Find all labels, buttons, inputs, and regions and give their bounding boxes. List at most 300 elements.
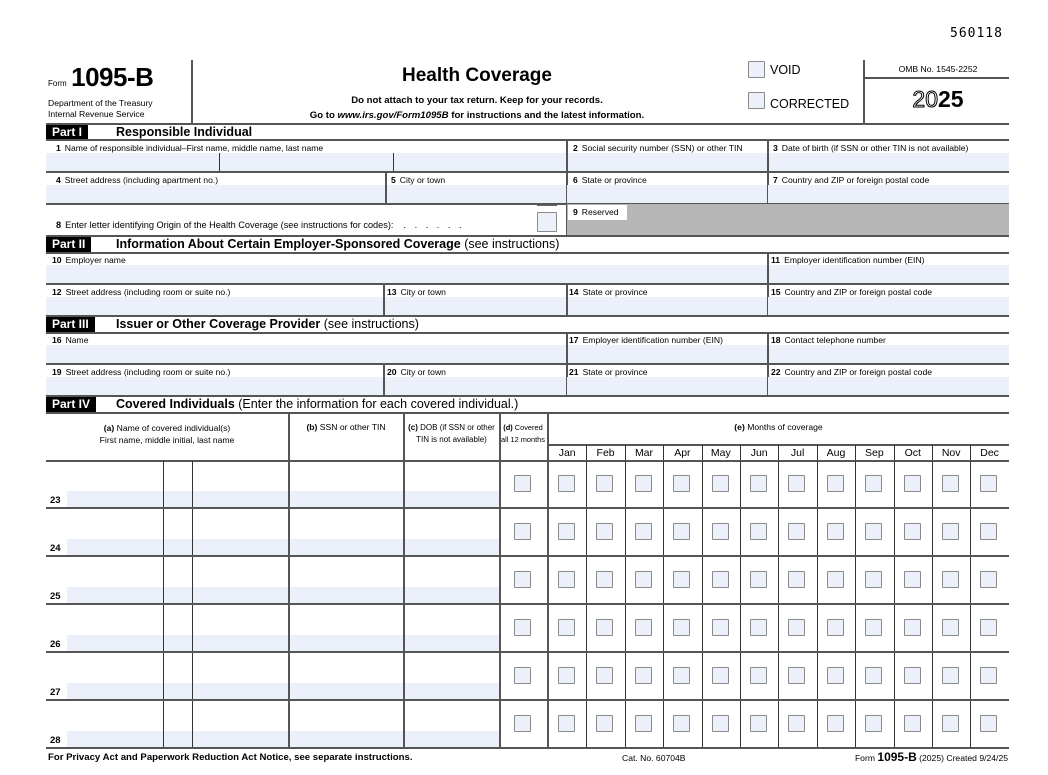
- month-col-divider: [817, 557, 818, 605]
- month-col-divider: [740, 653, 741, 701]
- month-checkbox-may[interactable]: [712, 619, 729, 636]
- month-header-sep: Sep: [865, 447, 884, 459]
- form-number: 1095-B: [71, 62, 154, 92]
- month-checkbox-mar[interactable]: [635, 619, 652, 636]
- month-checkbox-nov[interactable]: [942, 619, 959, 636]
- month-col-divider: [932, 461, 933, 509]
- middle-initial-input[interactable]: [164, 539, 192, 555]
- month-col-divider: [817, 509, 818, 557]
- ssn-input[interactable]: [289, 683, 403, 699]
- form-title: Health Coverage: [402, 65, 552, 86]
- row-col-divider: [288, 605, 290, 653]
- month-checkbox-jan[interactable]: [558, 571, 575, 588]
- field-8-tick: [537, 205, 557, 206]
- field-17-input[interactable]: [567, 345, 767, 364]
- month-col-divider: [625, 701, 626, 749]
- form-word: Form: [48, 79, 67, 88]
- col-c-header: (c) DOB (if SSN or other TIN is not available): [408, 423, 495, 444]
- month-checkbox-aug[interactable]: [827, 667, 844, 684]
- field-9-reserved-area: [567, 204, 1009, 236]
- last-name-input[interactable]: [193, 683, 288, 699]
- col-b-header: (b) SSN or other TIN: [306, 422, 386, 432]
- row-col-divider: [192, 557, 193, 605]
- row-number: 27: [50, 687, 61, 698]
- month-checkbox-mar[interactable]: [635, 571, 652, 588]
- part4-rule: [46, 412, 1009, 414]
- month-checkbox-dec[interactable]: [980, 667, 997, 684]
- month-checkbox-oct[interactable]: [904, 475, 921, 492]
- month-col-divider: [894, 461, 895, 509]
- field-3-input[interactable]: [768, 153, 1009, 172]
- month-checkbox-feb[interactable]: [596, 667, 613, 684]
- month-checkbox-oct[interactable]: [904, 571, 921, 588]
- month-checkbox-oct[interactable]: [904, 523, 921, 540]
- field-5-label: 5 City or town: [391, 175, 446, 185]
- month-checkbox-aug[interactable]: [827, 523, 844, 540]
- month-col-divider: [586, 445, 587, 461]
- month-col-divider: [740, 445, 741, 461]
- month-checkbox-dec[interactable]: [980, 619, 997, 636]
- month-checkbox-sep[interactable]: [865, 715, 882, 732]
- first-name-input[interactable]: [67, 683, 163, 699]
- month-checkbox-jan[interactable]: [558, 475, 575, 492]
- month-col-divider: [625, 653, 626, 701]
- part2-tag: Part II: [46, 237, 91, 252]
- row-bottom-rule: [46, 747, 1009, 749]
- month-col-divider: [932, 445, 933, 461]
- row-col-divider: [192, 701, 193, 749]
- field-1-input[interactable]: [46, 153, 566, 172]
- first-name-input[interactable]: [67, 635, 163, 651]
- row-bottom-rule: [46, 507, 1009, 509]
- month-col-divider: [625, 445, 626, 461]
- month-checkbox-jan[interactable]: [558, 667, 575, 684]
- month-checkbox-may[interactable]: [712, 715, 729, 732]
- month-checkbox-nov[interactable]: [942, 571, 959, 588]
- month-checkbox-jun[interactable]: [750, 619, 767, 636]
- field-20-input[interactable]: [385, 377, 566, 396]
- month-checkbox-jun[interactable]: [750, 523, 767, 540]
- first-name-input[interactable]: [67, 731, 163, 747]
- month-col-divider: [970, 509, 971, 557]
- month-checkbox-sep[interactable]: [865, 523, 882, 540]
- covered-all-12-months-checkbox[interactable]: [514, 619, 531, 636]
- dob-input[interactable]: [404, 731, 499, 747]
- month-col-divider: [894, 701, 895, 749]
- month-col-divider: [702, 445, 703, 461]
- month-col-divider: [855, 509, 856, 557]
- field-21-input[interactable]: [567, 377, 767, 396]
- month-col-divider: [855, 653, 856, 701]
- month-checkbox-may[interactable]: [712, 667, 729, 684]
- month-col-divider: [625, 557, 626, 605]
- field-12-input[interactable]: [46, 297, 383, 316]
- row-col-divider: [547, 605, 549, 653]
- month-header-dec: Dec: [980, 447, 999, 459]
- month-header-aug: Aug: [826, 447, 846, 459]
- month-checkbox-jun[interactable]: [750, 667, 767, 684]
- omb-divider: [864, 77, 1009, 79]
- irs-url-link[interactable]: www.irs.gov/Form1095B: [337, 110, 449, 121]
- month-checkbox-aug[interactable]: [827, 475, 844, 492]
- row-col-divider: [403, 461, 405, 509]
- last-name-input[interactable]: [193, 587, 288, 603]
- month-checkbox-sep[interactable]: [865, 571, 882, 588]
- first-name-input[interactable]: [67, 587, 163, 603]
- field-11-input[interactable]: [768, 265, 1009, 284]
- month-header-jul: Jul: [790, 447, 805, 459]
- month-col-divider: [625, 461, 626, 509]
- month-col-divider: [970, 461, 971, 509]
- row-col-divider: [403, 605, 405, 653]
- form-code: 560118: [950, 26, 1003, 41]
- field-8-input[interactable]: [537, 212, 557, 232]
- month-col-divider: [970, 557, 971, 605]
- part1-title-text: Responsible Individual: [116, 125, 253, 139]
- row-bottom-rule: [46, 651, 1009, 653]
- month-col-divider: [932, 653, 933, 701]
- month-col-divider: [894, 445, 895, 461]
- row-col-divider: [288, 701, 290, 749]
- month-checkbox-nov[interactable]: [942, 475, 959, 492]
- header-divider-right: [863, 60, 865, 124]
- month-header-mar: Mar: [634, 447, 654, 459]
- row-col-divider: [192, 653, 193, 701]
- row-col-divider: [288, 461, 290, 509]
- month-checkbox-sep[interactable]: [865, 667, 882, 684]
- month-checkbox-sep[interactable]: [865, 475, 882, 492]
- middle-initial-input[interactable]: [164, 587, 192, 603]
- first-name-input[interactable]: [67, 539, 163, 555]
- month-col-divider: [663, 653, 664, 701]
- row-col-divider: [403, 557, 405, 605]
- month-checkbox-jan[interactable]: [558, 619, 575, 636]
- month-checkbox-feb[interactable]: [596, 475, 613, 492]
- month-col-divider: [778, 701, 779, 749]
- row-rule-4: [46, 283, 1009, 285]
- omb-number: OMB No. 1545-2252: [898, 64, 978, 74]
- field-5-input[interactable]: [387, 185, 566, 204]
- field-16-label: 16 Name: [52, 335, 89, 345]
- void-label: VOID: [770, 63, 801, 77]
- month-checkbox-aug[interactable]: [827, 715, 844, 732]
- month-checkbox-oct[interactable]: [904, 667, 921, 684]
- tax-year-bold: 25: [938, 86, 964, 112]
- row-number: 24: [50, 543, 61, 554]
- month-col-divider: [740, 509, 741, 557]
- field-2-input[interactable]: [567, 153, 767, 172]
- part3-rule: [46, 332, 1009, 334]
- month-checkbox-apr[interactable]: [673, 571, 690, 588]
- row-col-divider: [499, 605, 501, 653]
- field-18-input[interactable]: [768, 345, 1009, 364]
- col-e-header: (e) Months of coverage: [734, 422, 823, 432]
- row-col-divider: [403, 509, 405, 557]
- row-col-divider: [547, 701, 549, 749]
- month-col-divider: [663, 701, 664, 749]
- row-col-divider: [547, 461, 549, 509]
- month-checkbox-mar[interactable]: [635, 667, 652, 684]
- month-checkbox-jun[interactable]: [750, 571, 767, 588]
- month-col-divider: [970, 653, 971, 701]
- ssn-input[interactable]: [289, 587, 403, 603]
- month-header-feb: Feb: [596, 447, 615, 459]
- field-6-label: 6 State or province: [573, 175, 647, 185]
- row-number: 23: [50, 495, 61, 506]
- part4-tag: Part IV: [46, 397, 96, 412]
- col-a-header: (a) Name of covered individual(s) First name, middle initial, last name: [99, 423, 235, 445]
- footer-form-id: Form 1095-B (2025) Created 9/24/25: [854, 750, 1008, 764]
- month-col-divider: [894, 509, 895, 557]
- col-divider-20: [383, 364, 385, 396]
- field-19-input[interactable]: [46, 377, 383, 396]
- month-col-divider: [855, 605, 856, 653]
- month-header-apr: Apr: [674, 447, 691, 459]
- month-col-divider: [932, 557, 933, 605]
- field-4-input[interactable]: [46, 185, 385, 204]
- row-rule-6: [46, 363, 1009, 365]
- subtitle-prefix: Go to: [309, 110, 338, 121]
- row-col-divider: [288, 653, 290, 701]
- header-col-divider: [288, 413, 290, 461]
- row-col-divider: [163, 653, 164, 701]
- middle-initial-input[interactable]: [164, 731, 192, 747]
- month-checkbox-dec[interactable]: [980, 475, 997, 492]
- form-label: [48, 62, 153, 93]
- month-checkbox-jun[interactable]: [750, 475, 767, 492]
- field-11-label: 11 Employer identification number (EIN): [771, 255, 925, 265]
- month-col-divider: [817, 701, 818, 749]
- col-divider-13: [383, 284, 385, 316]
- month-checkbox-jul[interactable]: [788, 667, 805, 684]
- void-checkbox[interactable]: [748, 61, 765, 78]
- month-checkbox-jun[interactable]: [750, 715, 767, 732]
- field-7-input[interactable]: [768, 185, 1009, 204]
- month-checkbox-apr[interactable]: [673, 523, 690, 540]
- field-22-input[interactable]: [768, 377, 1009, 396]
- month-checkbox-jan[interactable]: [558, 523, 575, 540]
- field-19-label: 19 Street address (including room or suite no.): [52, 367, 231, 377]
- month-checkbox-feb[interactable]: [596, 715, 613, 732]
- last-name-input[interactable]: [193, 539, 288, 555]
- month-checkbox-dec[interactable]: [980, 571, 997, 588]
- month-checkbox-nov[interactable]: [942, 667, 959, 684]
- month-checkbox-mar[interactable]: [635, 475, 652, 492]
- row-col-divider: [192, 509, 193, 557]
- field-1-divider-b: [393, 153, 394, 172]
- month-checkbox-sep[interactable]: [865, 619, 882, 636]
- row-bottom-rule: [46, 555, 1009, 557]
- month-col-divider: [702, 653, 703, 701]
- month-checkbox-oct[interactable]: [904, 619, 921, 636]
- month-col-divider: [778, 445, 779, 461]
- part1-tag: Part I: [46, 125, 88, 140]
- month-checkbox-jul[interactable]: [788, 619, 805, 636]
- row-col-divider: [499, 557, 501, 605]
- corrected-checkbox[interactable]: [748, 92, 765, 109]
- month-col-divider: [663, 445, 664, 461]
- covered-all-12-months-checkbox[interactable]: [514, 523, 531, 540]
- field-18-label: 18 Contact telephone number: [771, 335, 886, 345]
- month-col-divider: [855, 701, 856, 749]
- month-checkbox-jul[interactable]: [788, 523, 805, 540]
- month-checkbox-jul[interactable]: [788, 475, 805, 492]
- field-14-input[interactable]: [567, 297, 767, 316]
- month-checkbox-aug[interactable]: [827, 571, 844, 588]
- month-checkbox-feb[interactable]: [596, 619, 613, 636]
- month-checkbox-may[interactable]: [712, 523, 729, 540]
- row-col-divider: [403, 701, 405, 749]
- header-col-divider: [499, 413, 501, 461]
- row-col-divider: [163, 605, 164, 653]
- department-line-1: Department of the Treasury: [48, 98, 153, 108]
- month-checkbox-jul[interactable]: [788, 715, 805, 732]
- month-checkbox-jul[interactable]: [788, 571, 805, 588]
- col-d-header: (d) Covered all 12 months: [501, 423, 545, 444]
- month-checkbox-aug[interactable]: [827, 619, 844, 636]
- month-col-divider: [625, 605, 626, 653]
- month-col-divider: [586, 509, 587, 557]
- month-col-divider: [817, 461, 818, 509]
- row-col-divider: [192, 605, 193, 653]
- month-col-divider: [894, 605, 895, 653]
- field-2-label: 2 Social security number (SSN) or other TIN: [573, 143, 743, 153]
- row-col-divider: [288, 509, 290, 557]
- last-name-input[interactable]: [193, 491, 288, 507]
- ssn-input[interactable]: [289, 731, 403, 747]
- month-checkbox-dec[interactable]: [980, 715, 997, 732]
- ssn-input[interactable]: [289, 539, 403, 555]
- field-10-input[interactable]: [46, 265, 767, 284]
- header-divider-left: [191, 60, 193, 124]
- part3-tag: Part III: [46, 317, 95, 332]
- month-checkbox-apr[interactable]: [673, 667, 690, 684]
- month-col-divider: [702, 605, 703, 653]
- month-col-divider: [702, 701, 703, 749]
- month-col-divider: [586, 605, 587, 653]
- covered-all-12-months-checkbox[interactable]: [514, 475, 531, 492]
- last-name-input[interactable]: [193, 635, 288, 651]
- row-col-divider: [163, 461, 164, 509]
- row-col-divider: [163, 509, 164, 557]
- month-checkbox-apr[interactable]: [673, 475, 690, 492]
- month-col-divider: [894, 653, 895, 701]
- row-col-divider: [547, 557, 549, 605]
- covered-all-12-months-checkbox[interactable]: [514, 667, 531, 684]
- month-header-oct: Oct: [904, 447, 921, 459]
- month-checkbox-mar[interactable]: [635, 715, 652, 732]
- dob-input[interactable]: [404, 539, 499, 555]
- row-col-divider: [547, 509, 549, 557]
- month-header-nov: Nov: [941, 447, 961, 459]
- row-col-divider: [499, 653, 501, 701]
- month-col-divider: [778, 653, 779, 701]
- month-checkbox-dec[interactable]: [980, 523, 997, 540]
- month-checkbox-feb[interactable]: [596, 523, 613, 540]
- month-col-divider: [970, 701, 971, 749]
- month-col-divider: [970, 445, 971, 461]
- month-col-divider: [740, 701, 741, 749]
- month-header-jun: Jun: [750, 447, 768, 459]
- field-14-label: 14 State or province: [569, 287, 648, 297]
- month-checkbox-nov[interactable]: [942, 715, 959, 732]
- middle-initial-input[interactable]: [164, 635, 192, 651]
- month-checkbox-oct[interactable]: [904, 715, 921, 732]
- month-col-divider: [586, 653, 587, 701]
- month-col-divider: [740, 461, 741, 509]
- dob-input[interactable]: [404, 683, 499, 699]
- month-checkbox-nov[interactable]: [942, 523, 959, 540]
- last-name-input[interactable]: [193, 731, 288, 747]
- month-checkbox-apr[interactable]: [673, 715, 690, 732]
- field-16-input[interactable]: [46, 345, 566, 364]
- col-divider-5: [385, 172, 387, 204]
- corrected-label: CORRECTED: [770, 97, 850, 111]
- month-col-divider: [894, 557, 895, 605]
- dob-input[interactable]: [404, 587, 499, 603]
- row-col-divider: [163, 557, 164, 605]
- field-15-label: 15 Country and ZIP or foreign postal code: [771, 287, 933, 297]
- dob-input[interactable]: [404, 491, 499, 507]
- month-col-divider: [932, 605, 933, 653]
- ssn-input[interactable]: [289, 635, 403, 651]
- field-22-label: 22 Country and ZIP or foreign postal code: [771, 367, 933, 377]
- month-checkbox-feb[interactable]: [596, 571, 613, 588]
- month-col-divider: [778, 461, 779, 509]
- covered-all-12-months-checkbox[interactable]: [514, 715, 531, 732]
- month-col-divider: [817, 605, 818, 653]
- month-checkbox-apr[interactable]: [673, 619, 690, 636]
- form-subtitle-2: [230, 110, 724, 121]
- catalog-number: Cat. No. 60704B: [622, 753, 686, 763]
- month-checkbox-may[interactable]: [712, 475, 729, 492]
- middle-initial-input[interactable]: [164, 491, 192, 507]
- form-subtitle-1: Do not attach to your tax return. Keep for your records.: [351, 95, 603, 106]
- field-6-input[interactable]: [567, 185, 767, 204]
- month-checkbox-jan[interactable]: [558, 715, 575, 732]
- month-col-divider: [932, 509, 933, 557]
- month-checkbox-mar[interactable]: [635, 523, 652, 540]
- month-col-divider: [855, 461, 856, 509]
- month-col-divider: [702, 509, 703, 557]
- part3-title: Issuer or Other Coverage Provider (see instructions): [116, 317, 419, 331]
- month-col-divider: [702, 557, 703, 605]
- month-col-divider: [586, 701, 587, 749]
- dob-input[interactable]: [404, 635, 499, 651]
- month-col-divider: [855, 557, 856, 605]
- month-col-divider: [778, 509, 779, 557]
- part1-title: [116, 125, 252, 139]
- row-col-divider: [403, 653, 405, 701]
- field-13-input[interactable]: [385, 297, 566, 316]
- privacy-notice: For Privacy Act and Paperwork Reduction Act Notice, see separate instructions.: [48, 752, 413, 763]
- ssn-input[interactable]: [289, 491, 403, 507]
- field-15-input[interactable]: [768, 297, 1009, 316]
- field-7-label: 7 Country and ZIP or foreign postal code: [773, 175, 930, 185]
- month-col-divider: [817, 653, 818, 701]
- row-col-divider: [288, 557, 290, 605]
- field-17-label: 17 Employer identification number (EIN): [569, 335, 723, 345]
- middle-initial-input[interactable]: [164, 683, 192, 699]
- month-col-divider: [586, 557, 587, 605]
- month-col-divider: [778, 557, 779, 605]
- row-bottom-rule: [46, 699, 1009, 701]
- month-checkbox-may[interactable]: [712, 571, 729, 588]
- covered-all-12-months-checkbox[interactable]: [514, 571, 531, 588]
- table-header-rule: [46, 460, 1009, 462]
- first-name-input[interactable]: [67, 491, 163, 507]
- row-col-divider: [499, 461, 501, 509]
